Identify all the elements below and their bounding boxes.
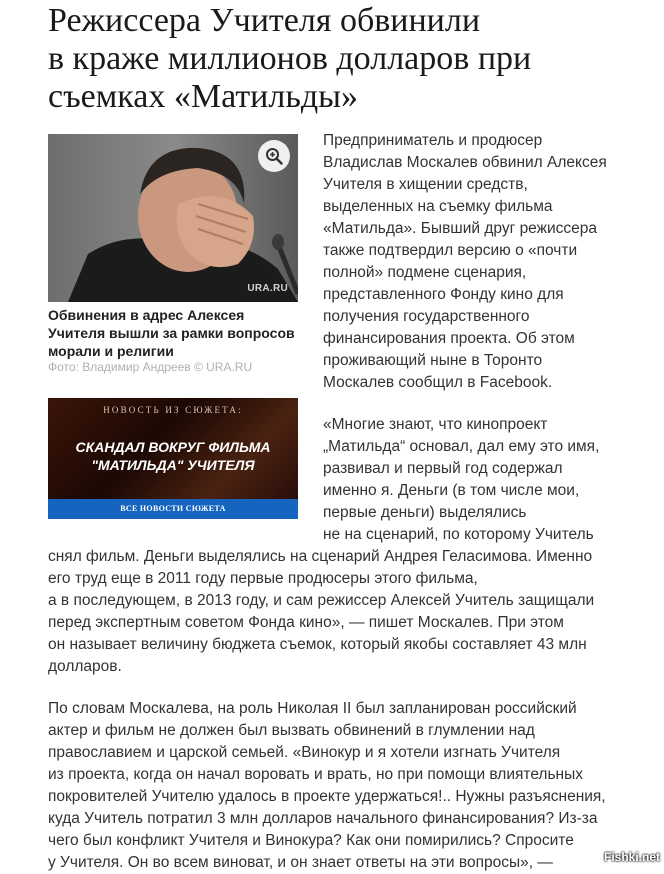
photo-watermark: URA.RU	[247, 283, 288, 294]
paragraph-1: Предприниматель и продюсер Владислав Москалев обвинил Алексея Учителя в хищении средств, выделенных на съемку фильма «Матильда». Бывший друг режиссера также подтвердил версию о «почти полной» подмене сценария, представленного Фонду кино для получения государственного финансирования проекта. Об этом проживающий ныне в Торонто Москалев сообщил в Facebook.	[323, 132, 607, 391]
paragraph-3: По словам Москалева, на роль Николая II был запланирован российский актер и фильм не должен был вызвать обвинений в глумлении над православием и царской семьей. «Винокур и я хотели изгнать Учителя из проекта, когда он начал воровать и врать, но при помощи влиятельных покровителей Учителю удалось в проекте удержаться!.. Нужны разъяснения, куда Учитель потратил 3 млн долларов начального финансирования? Из-за чего был конфликт Учителя и Винокура? Как они помирились? Спросите у Учителя. Он во всем виноват, и он знает ответы на эти вопросы», —	[48, 700, 606, 871]
photo-credit: Фото: Владимир Андреев © URA.RU	[48, 360, 253, 374]
article-photo[interactable]	[48, 134, 298, 302]
all-story-news-link[interactable]: ВСЕ НОВОСТИ СЮЖЕТА	[48, 499, 298, 519]
banner-kicker: НОВОСТЬ ИЗ СЮЖЕТА:	[103, 405, 243, 415]
site-watermark: Fishki.net	[603, 850, 660, 864]
photo-caption: Обвинения в адрес Алексея Учителя вышли за рамки вопросов морали и религии	[48, 307, 295, 359]
paragraph-2-part-2: снял фильм. Деньги выделялись на сценарий Андрея Геласимова. Именно его труд еще в 2011 году первые продюсеры этого фильма, а в последующем, в 2013 году, и сам режиссер Алексей Учитель защищали перед экспертным советом Фонда кино», — пишет Москалев. При этом он называет величину бюджета съемок, который якобы составляет 43 млн долларов.	[48, 548, 595, 675]
article-title	[48, 2, 648, 116]
story-banner[interactable]	[48, 398, 298, 519]
zoom-in-icon	[265, 147, 283, 165]
zoom-button[interactable]	[258, 140, 290, 172]
paragraph-2-part-1: «Многие знают, что кинопроект „Матильда“ основал, дал ему это имя, развивал и первый год содержал именно я. Деньги (в том числе мои, первые деньги) выделялись не на сценарий, по которому Учитель	[323, 416, 600, 543]
banner-title: СКАНДАЛ ВОКРУГ ФИЛЬМА "МАТИЛЬДА" УЧИТЕЛЯ	[75, 439, 271, 473]
article-title-text: Режиссера Учителя обвинили в краже миллионов долларов при съемках «Матильды»	[48, 2, 532, 115]
